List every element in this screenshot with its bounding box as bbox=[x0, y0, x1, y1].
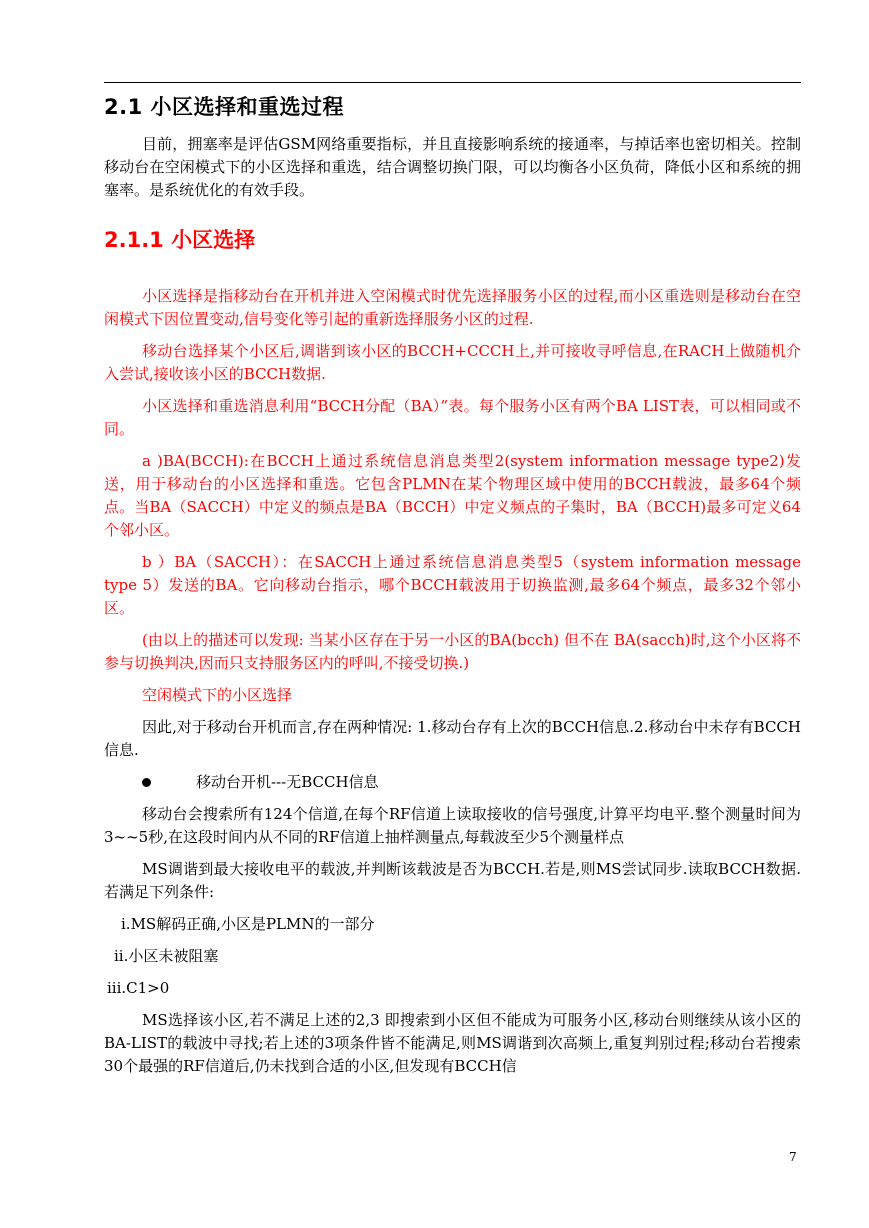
paragraph-ba-list: 小区选择和重选消息利用“BCCH分配（BA）”表。每个服务小区有两个BA LIST表，可以相同或不同。 bbox=[104, 397, 801, 438]
paragraph-tune: MS调谐到最大接收电平的载波,并判断该载波是否为BCCH.若是,则MS尝试同步.读取BCCH数据.若满足下列条件: bbox=[104, 860, 801, 901]
section-heading: 2.1 小区选择和重选过程 bbox=[104, 95, 345, 119]
intro-paragraph: 目前，拥塞率是评估GSM网络重要指标，并且直接影响系统的接通率，与掉话率也密切相关。控制移动台在空闲模式下的小区选择和重选，结合调整切换门限，可以均衡各小区负荷，降低小区和系统的拥塞率。是系统优化的有效手段。 bbox=[104, 135, 801, 199]
condition-2: ii.小区未被阻塞 bbox=[114, 947, 219, 965]
paragraph-idle-mode: 空闲模式下的小区选择 bbox=[142, 686, 293, 704]
page-body bbox=[104, 92, 801, 1078]
header-rule bbox=[104, 82, 801, 83]
paragraph-ba-sacch: b ）BA（SACCH）：在SACCH上通过系统信息消息类型5（system information message type 5）发送的BA。它向移动台指示，哪个BCCH载波用于切换监测,最多64个频点，最多32个邻小区。 bbox=[104, 553, 801, 617]
paragraph-ba-bcch: a )BA(BCCH):在BCCH上通过系统信息消息类型2(system information message type2)发送，用于移动台的小区选择和重选。它包含PLMN在某个物理区域中使用的BCCH载波，最多64个频点。当BA（SACCH）中定义的频点是BA（BCCH）中定义频点的子集时，BA（BCCH)最多可定义64个邻小区。 bbox=[104, 452, 801, 539]
condition-3: iii.C1>0 bbox=[107, 979, 170, 997]
page-number: 7 bbox=[789, 1150, 797, 1164]
bullet-text: 移动台开机---无BCCH信息 bbox=[196, 773, 379, 791]
condition-1: i.MS解码正确,小区是PLMN的一部分 bbox=[121, 915, 375, 933]
paragraph-definition: 小区选择是指移动台在开机并进入空闲模式时优先选择服务小区的过程,而小区重选则是移动台在空闲模式下因位置变动,信号变化等引起的重新选择服务小区的过程. bbox=[104, 287, 801, 328]
bullet-item bbox=[104, 771, 801, 794]
paragraph-select: MS选择该小区,若不满足上述的2,3 即搜索到小区但不能成为可服务小区,移动台则继续从该小区的BA-LIST的载波中寻找;若上述的3项条件皆不能满足,则MS调谐到次高频上,重复判别过程;移动台若搜索30个最强的RF信道后,仍未找到合适的小区,但发现有BCCH信 bbox=[104, 1011, 801, 1075]
paragraph-two-cases: 因此,对于移动台开机而言,存在两种情况: 1.移动台存有上次的BCCH信息.2.移动台中未存有BCCH信息. bbox=[104, 718, 801, 759]
paragraph-search: 移动台会搜索所有124个信道,在每个RF信道上读取接收的信号强度,计算平均电平.整个测量时间为3~~5秒,在这段时间内从不同的RF信道上抽样测量点,每载波至少5个测量样点 bbox=[104, 805, 801, 846]
paragraph-note: (由以上的描述可以发现: 当某小区存在于另一小区的BA(bcch) 但不在 BA(sacch)时,这个小区将不参与切换判决,因而只支持服务区内的呼叫,不接受切换.) bbox=[104, 631, 801, 672]
bullet-dot-icon bbox=[142, 778, 151, 787]
paragraph-tuning: 移动台选择某个小区后,调谐到该小区的BCCH+CCCH上,并可接收寻呼信息,在RACH上做随机介入尝试,接收该小区的BCCH数据. bbox=[104, 342, 801, 383]
subsection-heading: 2.1.1 小区选择 bbox=[104, 228, 256, 252]
